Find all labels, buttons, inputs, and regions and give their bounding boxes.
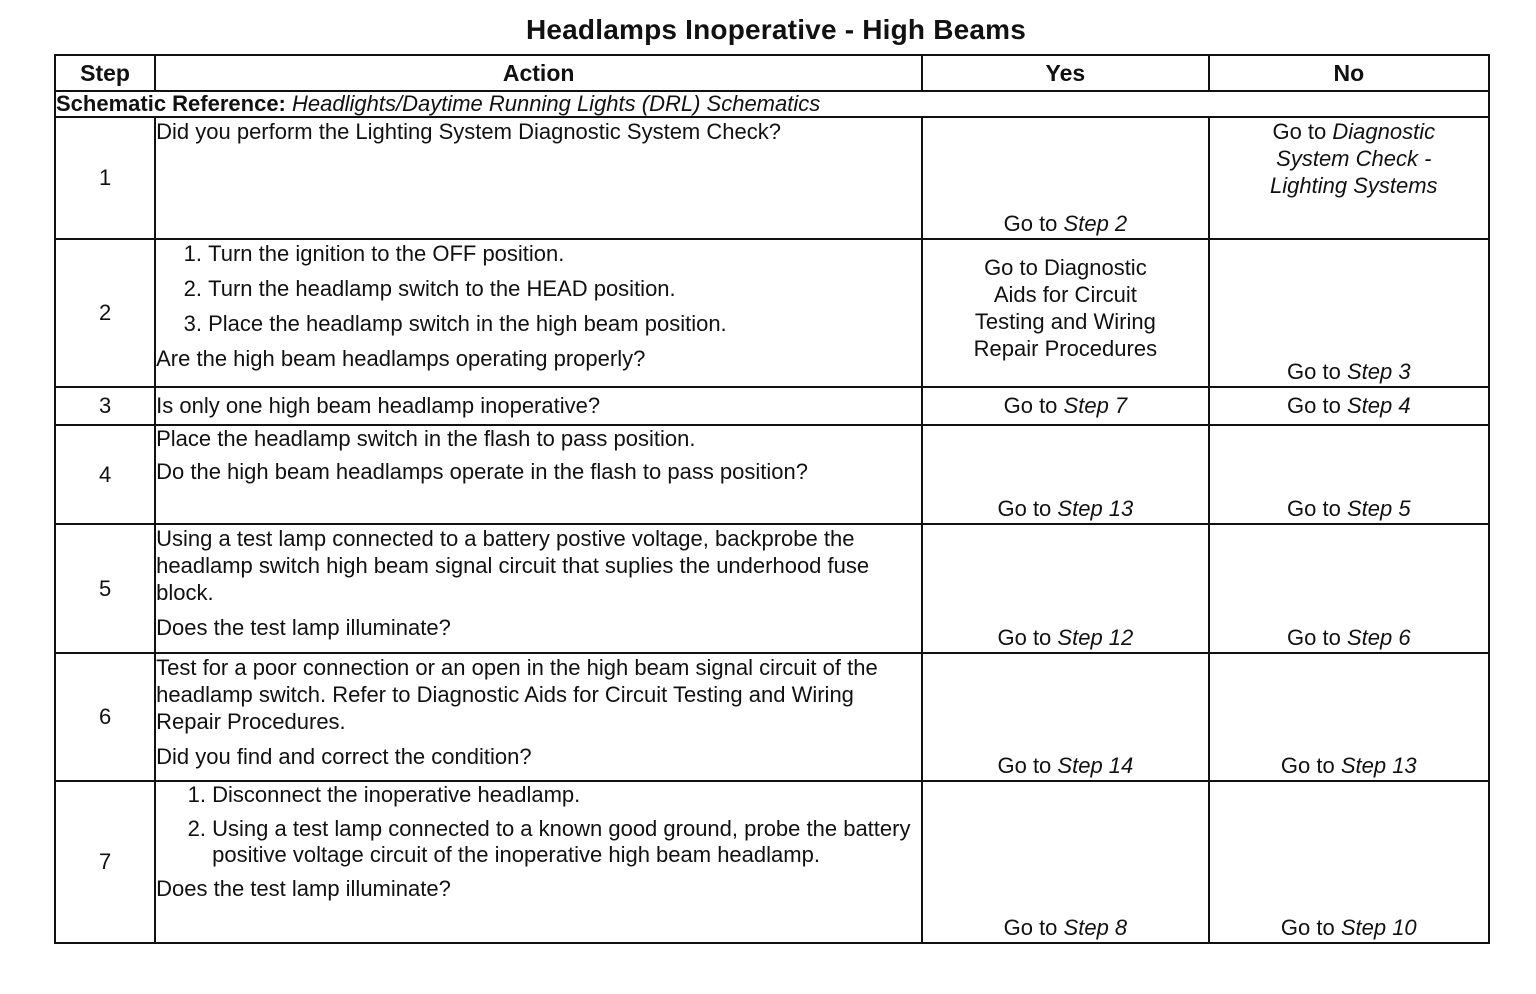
go-to-label: Go to xyxy=(1287,496,1341,521)
yes-cell xyxy=(922,239,1208,387)
table-row xyxy=(55,239,1489,387)
yes-link[interactable]: Step 12 xyxy=(1057,625,1134,650)
go-to-label: Go to xyxy=(1003,393,1058,418)
diagnostic-table xyxy=(54,54,1490,944)
step-number: 1 xyxy=(55,117,155,239)
table-row xyxy=(55,117,1489,239)
step-number: 5 xyxy=(55,524,155,653)
header-step: Step xyxy=(55,55,155,91)
table-row xyxy=(55,425,1489,524)
yes-link[interactable]: Step 13 xyxy=(1057,496,1134,521)
no-link[interactable]: Step 5 xyxy=(1346,496,1411,521)
schematic-link[interactable]: Headlights/Daytime Running Lights (DRL) Schematics xyxy=(292,91,821,116)
go-to-label: Go to xyxy=(1003,915,1058,940)
action-cell xyxy=(155,524,922,653)
step-number: 7 xyxy=(55,781,155,943)
action-question: Does the test lamp illuminate? xyxy=(156,615,451,640)
schematic-label: Schematic Reference: xyxy=(56,91,286,116)
no-link[interactable]: Step 4 xyxy=(1346,393,1411,418)
go-to-label: Go to xyxy=(1287,359,1341,384)
go-to-label: Go to xyxy=(1280,753,1335,778)
yes-cell xyxy=(922,117,1208,239)
yes-cell xyxy=(922,387,1208,425)
action-instruction: Place the headlamp switch in the flash to pass position. xyxy=(156,426,696,451)
action-cell xyxy=(155,781,922,943)
action-cell xyxy=(155,117,922,239)
header-action: Action xyxy=(155,55,922,91)
no-cell xyxy=(1209,425,1489,524)
step-number: 3 xyxy=(55,387,155,425)
go-to-label: Go to xyxy=(997,753,1052,778)
yes-cell xyxy=(922,781,1208,943)
go-to-label: Go to xyxy=(1287,393,1341,418)
no-cell xyxy=(1209,117,1489,239)
action-question: Did you perform the Lighting System Diagnostic System Check? xyxy=(156,119,781,144)
yes-link[interactable]: Go to Diagnostic Aids for Circuit Testing and Wiring Repair Procedures xyxy=(973,255,1158,361)
action-cell xyxy=(155,239,922,387)
page-title: Headlamps Inoperative - High Beams xyxy=(525,14,1027,45)
list-item: 2. Using a test lamp connected to a known good ground, probe the battery positive voltage circuit of the inoperative high beam headlamp. xyxy=(212,816,921,868)
action-cell xyxy=(155,387,922,425)
action-question: Does the test lamp illuminate? xyxy=(156,876,451,901)
no-cell xyxy=(1209,781,1489,943)
yes-cell xyxy=(922,524,1208,653)
header-yes: Yes xyxy=(922,55,1208,91)
action-steps xyxy=(156,240,921,337)
yes-link[interactable]: Step 2 xyxy=(1063,211,1128,236)
step-number: 2 xyxy=(55,239,155,387)
list-item: 2. Turn the headlamp switch to the HEAD position. xyxy=(208,275,921,302)
yes-cell xyxy=(922,653,1208,781)
yes-link[interactable]: Step 14 xyxy=(1057,753,1134,778)
action-question: Did you find and correct the condition? xyxy=(156,744,532,769)
header-row xyxy=(55,55,1489,91)
no-link[interactable]: Step 6 xyxy=(1346,625,1411,650)
go-to-label: Go to xyxy=(997,625,1052,650)
yes-cell xyxy=(922,425,1208,524)
list-item: 3. Place the headlamp switch in the high beam position. xyxy=(208,310,921,337)
table-row xyxy=(55,387,1489,425)
go-to-label: Go to xyxy=(1003,211,1058,236)
action-instruction: Using a test lamp connected to a battery postive voltage, backprobe the headlamp switch high beam signal circuit that suplies the underhood fuse block. xyxy=(156,526,870,605)
table-row xyxy=(55,653,1489,781)
no-cell xyxy=(1209,653,1489,781)
no-cell xyxy=(1209,239,1489,387)
action-question: Are the high beam headlamps operating properly? xyxy=(156,346,646,371)
go-to-label: Go to xyxy=(1287,625,1341,650)
schematic-reference xyxy=(55,91,1489,117)
no-cell xyxy=(1209,524,1489,653)
go-to-label: Go to xyxy=(1280,915,1335,940)
list-item: 1. Turn the ignition to the OFF position. xyxy=(208,240,921,267)
action-steps xyxy=(156,782,921,868)
list-item: 1. Disconnect the inoperative headlamp. xyxy=(212,782,921,808)
action-instruction: Test for a poor connection or an open in the high beam signal circuit of the headlamp switch. Refer to Diagnostic Aids for Circuit Testing and Wiring Repair Procedures. xyxy=(156,655,878,734)
table-row xyxy=(55,781,1489,943)
no-cell xyxy=(1209,387,1489,425)
step-number: 4 xyxy=(55,425,155,524)
yes-link[interactable]: Step 8 xyxy=(1063,915,1128,940)
no-link[interactable]: Diagnostic System Check - Lighting Systems xyxy=(1270,119,1438,198)
step-number: 6 xyxy=(55,653,155,781)
action-question: Is only one high beam headlamp inoperative? xyxy=(156,393,601,418)
no-link[interactable]: Step 13 xyxy=(1340,753,1417,778)
action-cell xyxy=(155,653,922,781)
go-to-label: Go to xyxy=(997,496,1052,521)
action-cell xyxy=(155,425,922,524)
no-link[interactable]: Step 10 xyxy=(1340,915,1417,940)
go-to-label: Go to xyxy=(1272,119,1327,144)
header-no: No xyxy=(1209,55,1489,91)
action-question: Do the high beam headlamps operate in the flash to pass position? xyxy=(156,459,808,484)
no-link[interactable]: Step 3 xyxy=(1346,359,1411,384)
schematic-row xyxy=(55,91,1489,117)
yes-link[interactable]: Step 7 xyxy=(1063,393,1128,418)
table-row xyxy=(55,524,1489,653)
